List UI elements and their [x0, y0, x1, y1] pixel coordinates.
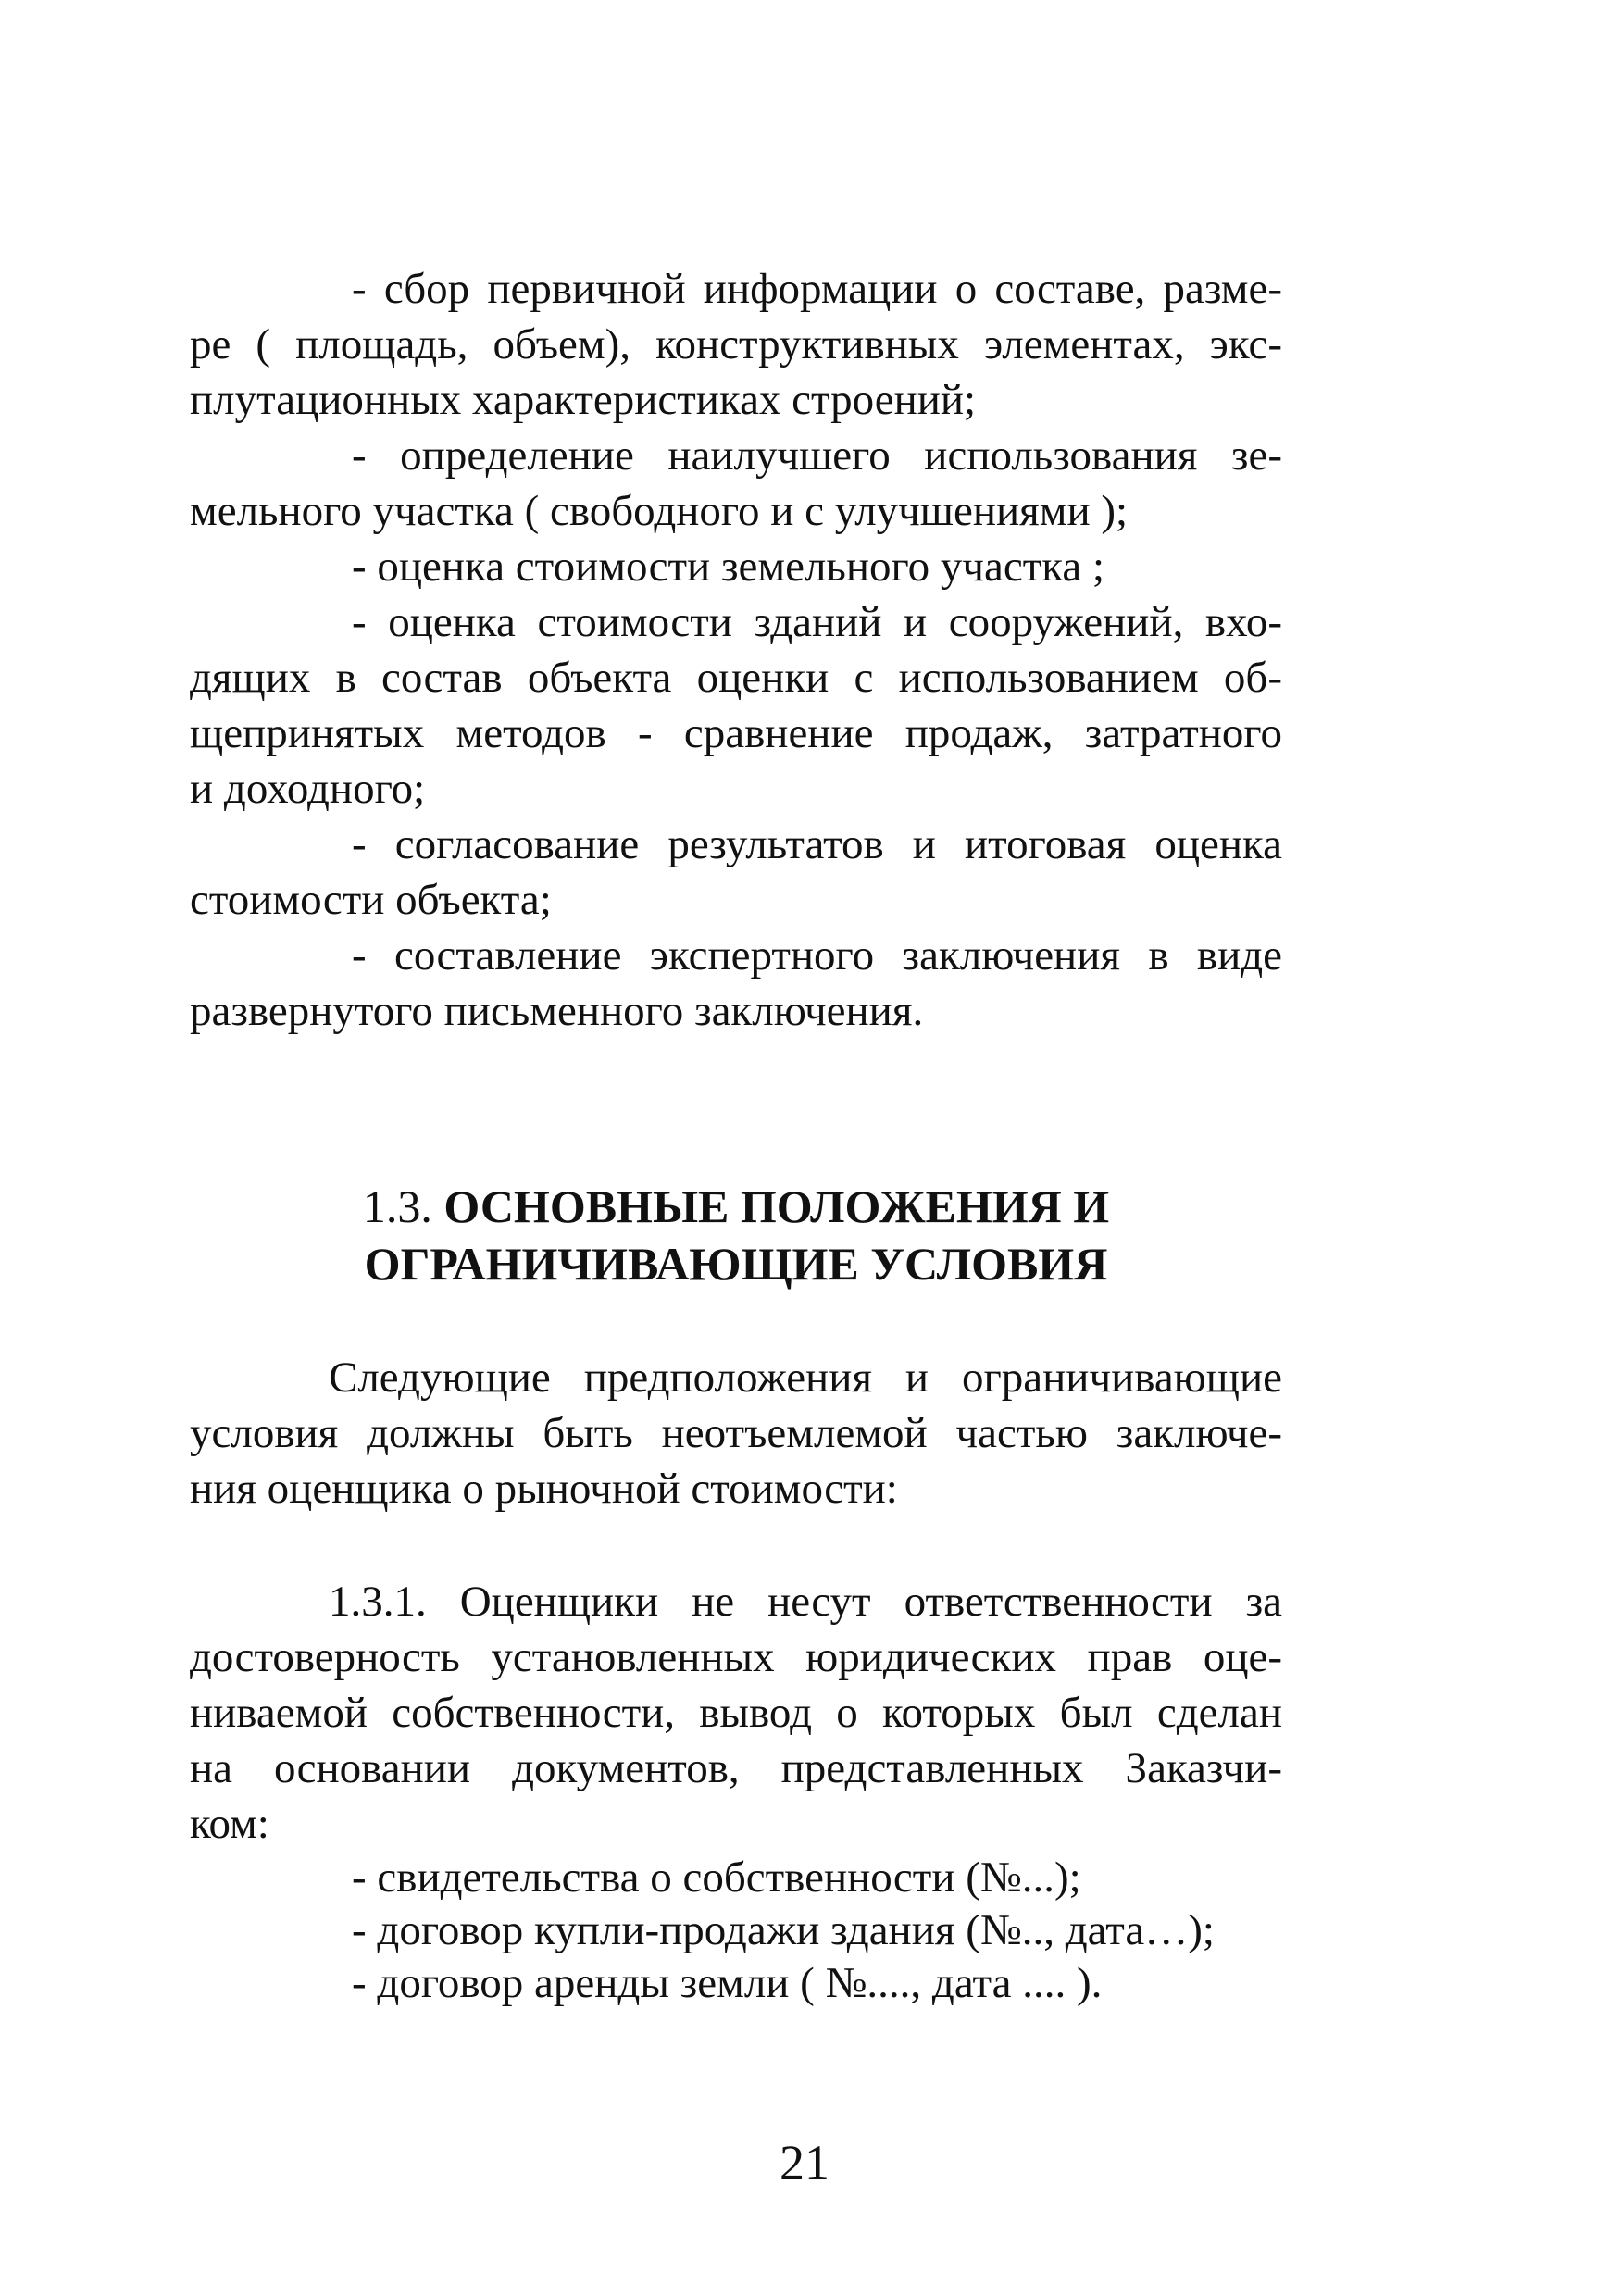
text-line: ком: [190, 1800, 269, 1848]
text-line: на основании документов, представленных Заказчи- [190, 1744, 1282, 1792]
task-item [190, 928, 1282, 1039]
text-line: развернутого письменного заключения. [190, 987, 924, 1035]
task-item [190, 817, 1282, 928]
text-line: плутационных характеристиках строений; [190, 376, 977, 424]
text-line: стоимости объекта; [190, 876, 552, 924]
intro-paragraph [190, 1350, 1282, 1516]
document-item: - договор аренды земли ( №...., дата .... ). [352, 1959, 1103, 2007]
text-line: ре ( площадь, объем), конструктивных элементах, экс- [190, 320, 1282, 368]
clause-paragraph [190, 1574, 1282, 1852]
task-list [190, 261, 1282, 1039]
section-heading [190, 1178, 1282, 1292]
text-line: - определение наилучшего использования зе- [352, 431, 1282, 480]
section-heading-line-1 [190, 1178, 1282, 1235]
section-number: 1.3. [362, 1180, 432, 1232]
text-line: достоверность установленных юридических прав оце- [190, 1633, 1282, 1681]
text-line: мельного участка ( свободного и с улучшениями ); [190, 487, 1129, 535]
text-line: - согласование результатов и итоговая оценка [352, 820, 1282, 868]
text-line: Следующие предположения и ограничивающие [329, 1354, 1282, 1402]
text-line: и доходного; [190, 765, 426, 813]
text-line: дящих в состав объекта оценки с использованием об- [190, 654, 1282, 702]
text-line: - составление экспертного заключения в виде [352, 931, 1282, 980]
task-item [190, 261, 1282, 428]
clause-1-3-1 [190, 1574, 1282, 2010]
text-line: - оценка стоимости зданий и сооружений, вхо- [352, 598, 1282, 646]
text-line: - сбор первичной информации о составе, разме- [352, 265, 1282, 313]
text-line: ниваемой собственности, вывод о которых был сделан [190, 1689, 1282, 1737]
section-title-part-2: ОГРАНИЧИВАЮЩИЕ УСЛОВИЯ [364, 1238, 1108, 1290]
text-line: щепринятых методов - сравнение продаж, затратного [190, 709, 1282, 757]
document-item: - свидетельства о собственности (№...); [352, 1853, 1081, 1902]
text-line: условия должны быть неотъемлемой частью заключе- [190, 1409, 1282, 1457]
task-item [190, 428, 1282, 539]
text-line: ния оценщика о рыночной стоимости: [190, 1465, 898, 1513]
section-title-part-1: ОСНОВНЫЕ ПОЛОЖЕНИЯ И [443, 1180, 1110, 1232]
task-item [190, 539, 1282, 594]
document-list [190, 1852, 1282, 2010]
text-line: - оценка стоимости земельного участка ; [352, 543, 1105, 591]
page-number: 21 [780, 2135, 829, 2190]
task-item [190, 594, 1282, 817]
document-item: - договор купли-продажи здания (№.., дата…); [352, 1906, 1215, 1954]
text-line: 1.3.1. Оценщики не несут ответственности за [329, 1578, 1282, 1626]
page-content [190, 261, 1282, 2010]
